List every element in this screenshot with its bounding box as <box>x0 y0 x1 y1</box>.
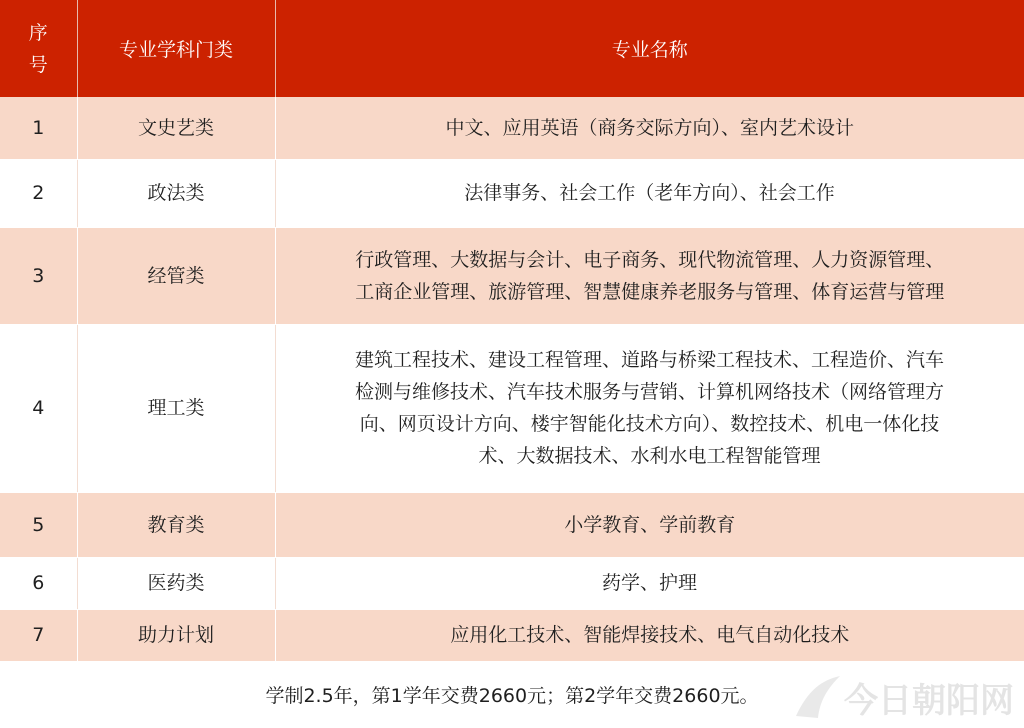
table-row <box>0 159 1024 227</box>
major-line: 小学教育、学前教育 <box>564 513 736 536</box>
row-majors <box>275 609 1024 661</box>
row-category: 教育类 <box>77 492 275 557</box>
row-category: 经管类 <box>77 227 275 324</box>
major-line: 向、网页设计方向、楼宇智能化技术方向）、数控技术、机电一体化技 <box>359 413 940 435</box>
header-category: 专业学科门类 <box>77 0 275 97</box>
header-seq <box>0 0 77 97</box>
table-row <box>0 324 1024 492</box>
table-row <box>0 227 1024 324</box>
footer-note: 学制2.5年，第1学年交费2660元；第2学年交费2660元。 <box>265 685 759 707</box>
row-seq: 4 <box>0 324 77 492</box>
table-row <box>0 557 1024 609</box>
major-line: 法律事务、社会工作（老年方向）、社会工作 <box>464 182 835 204</box>
row-seq: 5 <box>0 492 77 557</box>
row-majors <box>275 492 1024 557</box>
row-majors <box>275 324 1024 492</box>
header-major: 专业名称 <box>275 0 1024 97</box>
row-category: 助力计划 <box>77 609 275 661</box>
major-line: 药学、护理 <box>601 572 697 594</box>
row-category: 理工类 <box>77 324 275 492</box>
header-seq-char-2: 号 <box>28 53 48 76</box>
major-line: 术、大数据技术、水利水电工程智能管理 <box>478 445 821 467</box>
watermark-text: 今日朝阳网 <box>844 681 1014 721</box>
row-seq: 7 <box>0 609 77 661</box>
major-line: 应用化工技术、智能焊接技术、电气自动化技术 <box>450 624 850 646</box>
table-header-row <box>0 0 1024 97</box>
table-row <box>0 97 1024 159</box>
major-line: 工商企业管理、旅游管理、智慧健康养老服务与管理、体育运营与管理 <box>355 280 945 303</box>
major-line: 行政管理、大数据与会计、电子商务、现代物流管理、人力资源管理、 <box>355 248 945 271</box>
row-seq: 3 <box>0 227 77 324</box>
row-majors <box>275 557 1024 609</box>
major-line: 建筑工程技术、建设工程管理、道路与桥梁工程技术、工程造价、汽车 <box>354 349 944 371</box>
row-seq: 2 <box>0 159 77 227</box>
table-row <box>0 492 1024 557</box>
row-category: 医药类 <box>77 557 275 609</box>
major-line: 检测与维修技术、汽车技术服务与营销、计算机网络技术（网络管理方 <box>354 381 944 403</box>
row-seq: 1 <box>0 97 77 159</box>
header-seq-char-1: 序 <box>28 21 48 44</box>
table-row <box>0 609 1024 661</box>
table-body <box>0 97 1024 661</box>
row-category: 政法类 <box>77 159 275 227</box>
row-majors <box>275 159 1024 227</box>
row-majors <box>275 227 1024 324</box>
row-majors <box>275 97 1024 159</box>
major-line: 中文、应用英语（商务交际方向）、室内艺术设计 <box>445 116 854 139</box>
row-seq: 6 <box>0 557 77 609</box>
row-category: 文史艺类 <box>77 97 275 159</box>
